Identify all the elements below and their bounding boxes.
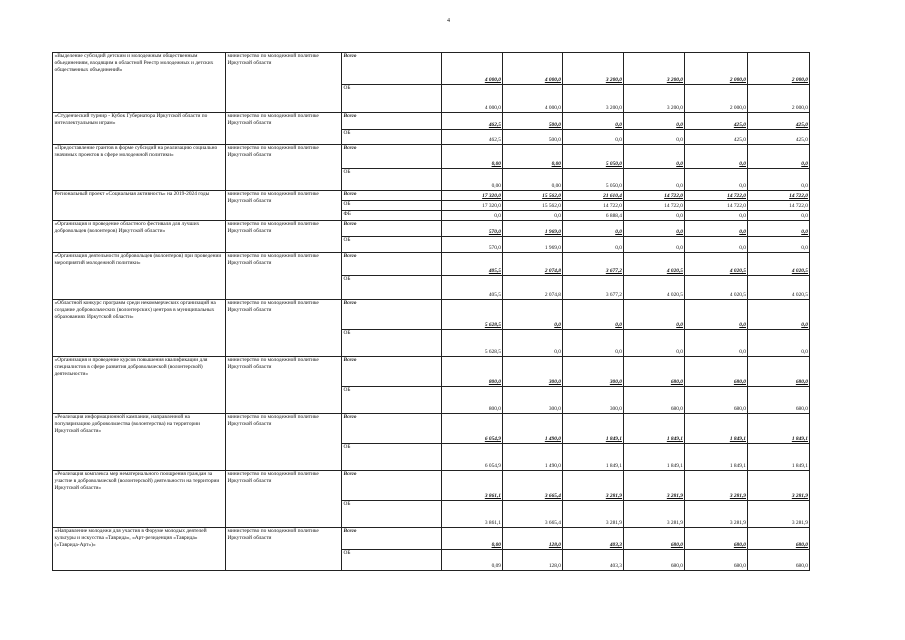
amount-cell: 14 722,0 (748, 201, 810, 211)
amount-cell: 5 628,5 (442, 300, 503, 330)
amount-cell: 14 722,0 (685, 191, 748, 201)
amount-cell: 680,0 (685, 550, 748, 571)
funding-source: ОБ (342, 330, 442, 357)
amount-cell: 3 861,1 (442, 471, 503, 501)
funding-source: ОБ (342, 550, 442, 571)
amount-cell: 0,0 (624, 145, 685, 169)
amount-cell: 0,0 (624, 113, 685, 130)
amount-cell: 14 722,0 (624, 191, 685, 201)
amount-cell: 2 074,8 (503, 276, 563, 300)
page-number: 4 (447, 18, 450, 24)
amount-cell: 1 849,1 (624, 414, 685, 444)
amount-cell: 14 722,0 (748, 191, 810, 201)
amount-cell: 3 281,9 (685, 471, 748, 501)
amount-cell: 0,09 (442, 550, 503, 571)
table-row (53, 414, 810, 444)
amount-cell: 1 849,1 (563, 444, 624, 471)
amount-cell: 4 000,0 (503, 53, 563, 85)
responsible-org: министерство по молодежной политике Иркутской области (226, 53, 342, 113)
amount-cell: 405,5 (442, 253, 503, 276)
funding-source: Всего (342, 113, 442, 130)
funding-source: ОБ (342, 444, 442, 471)
amount-cell: 0,0 (748, 145, 810, 169)
amount-cell: 4 020,5 (624, 253, 685, 276)
amount-cell: 2 000,0 (685, 53, 748, 85)
table-row (53, 221, 810, 237)
responsible-org: министерство по молодежной политике Иркутской области (226, 221, 342, 253)
amount-cell: 0,0 (624, 237, 685, 253)
amount-cell: 0,0 (563, 300, 624, 330)
amount-cell: 4 020,5 (624, 276, 685, 300)
amount-cell: 0,0 (624, 130, 685, 145)
amount-cell: 1 490,0 (503, 414, 563, 444)
amount-cell: 680,0 (685, 528, 748, 550)
amount-cell: 3 281,9 (624, 471, 685, 501)
amount-cell: 425,0 (685, 130, 748, 145)
amount-cell: 17 320,0 (442, 191, 503, 201)
amount-cell: 3 861,1 (442, 501, 503, 528)
amount-cell: 3 665,4 (503, 501, 563, 528)
amount-cell: 0,0 (685, 221, 748, 237)
amount-cell: 14 722,0 (563, 201, 624, 211)
amount-cell: 425,0 (685, 113, 748, 130)
event-name: «Областной конкурс программ среди некоммерческих организаций на создание добровольческих (волонтерских) центров в муниципальных образованиях Иркутской области» (53, 300, 226, 357)
amount-cell: 1 969,0 (503, 237, 563, 253)
amount-cell: 462,5 (442, 113, 503, 130)
responsible-org: министерство по молодежной политике Иркутской области (226, 145, 342, 191)
amount-cell: 0,0 (685, 169, 748, 191)
amount-cell: 3 281,9 (748, 471, 810, 501)
amount-cell: 403,3 (563, 550, 624, 571)
amount-cell: 2 000,0 (685, 85, 748, 113)
amount-cell: 4 020,5 (685, 276, 748, 300)
amount-cell: 425,0 (748, 130, 810, 145)
amount-cell: 0,00 (442, 528, 503, 550)
responsible-org: министерство по молодежной политике Иркутской области (226, 253, 342, 300)
amount-cell: 0,00 (503, 145, 563, 169)
amount-cell: 680,0 (624, 387, 685, 414)
amount-cell: 0,00 (442, 145, 503, 169)
amount-cell: 500,0 (503, 113, 563, 130)
amount-cell: 300,0 (503, 357, 563, 387)
amount-cell: 0,0 (748, 169, 810, 191)
amount-cell: 462,5 (442, 130, 503, 145)
table-row (53, 53, 810, 85)
funding-source: Всего (342, 357, 442, 387)
amount-cell: 4 000,0 (442, 85, 503, 113)
amount-cell: 3 281,9 (563, 471, 624, 501)
amount-cell: 403,3 (563, 528, 624, 550)
amount-cell: 0,0 (748, 221, 810, 237)
table-row (53, 528, 810, 550)
amount-cell: 3 200,0 (563, 53, 624, 85)
amount-cell: 0,0 (563, 221, 624, 237)
amount-cell: 3 281,9 (563, 501, 624, 528)
funding-source: ОБ (342, 387, 442, 414)
amount-cell: 1 849,1 (748, 414, 810, 444)
table-row (53, 471, 810, 501)
amount-cell: 0,0 (748, 330, 810, 357)
amount-cell: 405,5 (442, 276, 503, 300)
amount-cell: 0,00 (503, 169, 563, 191)
amount-cell: 0,00 (442, 169, 503, 191)
amount-cell: 6 054,9 (442, 444, 503, 471)
amount-cell: 680,0 (624, 528, 685, 550)
event-name: «Организация и проведение областного фестиваля для лучших добровольцев (волонтеров) Иркутской области» (53, 221, 226, 253)
table-row (53, 113, 810, 130)
amount-cell: 0,0 (563, 237, 624, 253)
funding-source: ОБ (342, 276, 442, 300)
funding-source: ОБ (342, 169, 442, 191)
amount-cell: 3 200,0 (624, 53, 685, 85)
funding-source: ОБ (342, 201, 442, 211)
amount-cell: 680,0 (748, 357, 810, 387)
amount-cell: 0,0 (685, 300, 748, 330)
amount-cell: 0,0 (624, 330, 685, 357)
funding-source: Всего (342, 414, 442, 444)
amount-cell: 1 849,1 (563, 414, 624, 444)
amount-cell: 21 610,4 (563, 191, 624, 201)
funding-source: ОБ (342, 237, 442, 253)
amount-cell: 0,0 (624, 169, 685, 191)
funding-source: Всего (342, 471, 442, 501)
amount-cell: 1 969,0 (503, 221, 563, 237)
responsible-org: министерство по молодежной политике Иркутской области (226, 357, 342, 414)
amount-cell: 2 000,0 (748, 53, 810, 85)
amount-cell: 680,0 (624, 357, 685, 387)
funding-source: Всего (342, 53, 442, 85)
amount-cell: 14 722,0 (685, 201, 748, 211)
table-row (53, 357, 810, 387)
responsible-org: министерство по молодежной политике Иркутской области (226, 528, 342, 571)
event-name: «Организация и проведение курсов повышения квалификации для специалистов в сфере развития добровольческой (волонтерской) деятельности» (53, 357, 226, 414)
amount-cell: 0,0 (503, 300, 563, 330)
amount-cell: 0,0 (563, 330, 624, 357)
amount-cell: 0,0 (685, 211, 748, 221)
amount-cell: 680,0 (748, 550, 810, 571)
amount-cell: 3 677,2 (563, 253, 624, 276)
amount-cell: 3 200,0 (624, 85, 685, 113)
amount-cell: 680,0 (748, 528, 810, 550)
event-name: «Направление молодежи для участия в Форуме молодых деятелей культуры и искусства «Таврида», «Арт-резиденция «Таврида» («Таврида-Арт»)» (53, 528, 226, 571)
amount-cell: 570,0 (442, 237, 503, 253)
amount-cell: 0,0 (624, 300, 685, 330)
event-name: «Предоставление грантов в форме субсидий на реализацию социально значимых проектов в сфере молодежной политики» (53, 145, 226, 191)
amount-cell: 680,0 (624, 550, 685, 571)
funding-source: Всего (342, 221, 442, 237)
table-row (53, 253, 810, 276)
amount-cell: 1 849,1 (624, 444, 685, 471)
funding-source: Всего (342, 528, 442, 550)
event-name: «Реализация комплекса мер нематериального поощрения граждан за участие в добровольческой (волонтерской) деятельности на территории Иркутской области» (53, 471, 226, 528)
funding-source: ФБ (342, 211, 442, 221)
amount-cell: 0,0 (685, 145, 748, 169)
amount-cell: 0,0 (563, 130, 624, 145)
amount-cell: 128,0 (503, 550, 563, 571)
funding-source: Всего (342, 191, 442, 201)
amount-cell: 2 074,8 (503, 253, 563, 276)
amount-cell: 1 849,1 (685, 444, 748, 471)
amount-cell: 3 281,9 (685, 501, 748, 528)
event-name: «Организация деятельности добровольцев (волонтеров) при проведении мероприятий молодежной политики» (53, 253, 226, 300)
amount-cell: 4 020,5 (748, 253, 810, 276)
amount-cell: 0,0 (748, 300, 810, 330)
amount-cell: 5 050,0 (563, 145, 624, 169)
amount-cell: 0,0 (624, 211, 685, 221)
amount-cell: 3 281,9 (748, 501, 810, 528)
event-name: «Студенческий турнир - Кубок Губернатора Иркутской области по интеллектуальным играм» (53, 113, 226, 145)
funding-source: Всего (342, 253, 442, 276)
amount-cell: 3 677,2 (563, 276, 624, 300)
responsible-org: министерство по молодежной политике Иркутской области (226, 113, 342, 145)
amount-cell: 0,0 (624, 221, 685, 237)
amount-cell: 3 200,0 (563, 85, 624, 113)
amount-cell: 680,0 (685, 387, 748, 414)
amount-cell: 6 054,9 (442, 414, 503, 444)
table-row (53, 191, 810, 201)
amount-cell: 17 320,0 (442, 201, 503, 211)
amount-cell: 4 000,0 (503, 85, 563, 113)
amount-cell: 680,0 (685, 357, 748, 387)
amount-cell: 4 000,0 (442, 53, 503, 85)
responsible-org: министерство по молодежной политике Иркутской области (226, 300, 342, 357)
amount-cell: 300,0 (503, 387, 563, 414)
event-name: «Реализация информационной кампании, направленной на популяризацию добровольчества (волонтерства) на территории Иркутской области» (53, 414, 226, 471)
amount-cell: 570,0 (442, 221, 503, 237)
amount-cell: 425,0 (748, 113, 810, 130)
amount-cell: 4 020,5 (748, 276, 810, 300)
amount-cell: 2 000,0 (748, 85, 810, 113)
responsible-org: министерство по молодежной политике Иркутской области (226, 414, 342, 471)
amount-cell: 300,0 (563, 387, 624, 414)
amount-cell: 0,0 (685, 237, 748, 253)
table-row (53, 145, 810, 169)
responsible-org: министерство по молодежной политике Иркутской области (226, 191, 342, 221)
amount-cell: 680,0 (748, 387, 810, 414)
amount-cell: 0,0 (748, 237, 810, 253)
amount-cell: 3 665,4 (503, 471, 563, 501)
amount-cell: 500,0 (503, 130, 563, 145)
funding-source: ОБ (342, 130, 442, 145)
amount-cell: 0,0 (563, 113, 624, 130)
budget-table (52, 52, 810, 571)
amount-cell: 0,0 (748, 211, 810, 221)
amount-cell: 0,0 (503, 330, 563, 357)
amount-cell: 4 020,5 (685, 253, 748, 276)
amount-cell: 0,0 (685, 330, 748, 357)
amount-cell: 15 562,0 (503, 201, 563, 211)
amount-cell: 5 050,0 (563, 169, 624, 191)
amount-cell: 14 722,0 (624, 201, 685, 211)
event-name: «Выделение субсидий детским и молодежным общественным объединениям, входящим в областной Реестр молодежных и детских общественных объединений» (53, 53, 226, 113)
funding-source: ОБ (342, 85, 442, 113)
amount-cell: 128,0 (503, 528, 563, 550)
amount-cell: 0,0 (503, 211, 563, 221)
amount-cell: 300,0 (563, 357, 624, 387)
amount-cell: 800,0 (442, 387, 503, 414)
amount-cell: 1 849,1 (685, 414, 748, 444)
amount-cell: 5 628,5 (442, 330, 503, 357)
amount-cell: 800,0 (442, 357, 503, 387)
responsible-org: министерство по молодежной политике Иркутской области (226, 471, 342, 528)
amount-cell: 0,0 (442, 211, 503, 221)
amount-cell: 1 849,1 (748, 444, 810, 471)
funding-source: Всего (342, 300, 442, 330)
funding-source: Всего (342, 145, 442, 169)
table-row (53, 300, 810, 330)
amount-cell: 1 490,0 (503, 444, 563, 471)
funding-source: ОБ (342, 501, 442, 528)
amount-cell: 6 888,4 (563, 211, 624, 221)
amount-cell: 15 562,0 (503, 191, 563, 201)
event-name: Региональный проект «Социальная активность» на 2019-2024 годы (53, 191, 226, 221)
amount-cell: 3 281,9 (624, 501, 685, 528)
